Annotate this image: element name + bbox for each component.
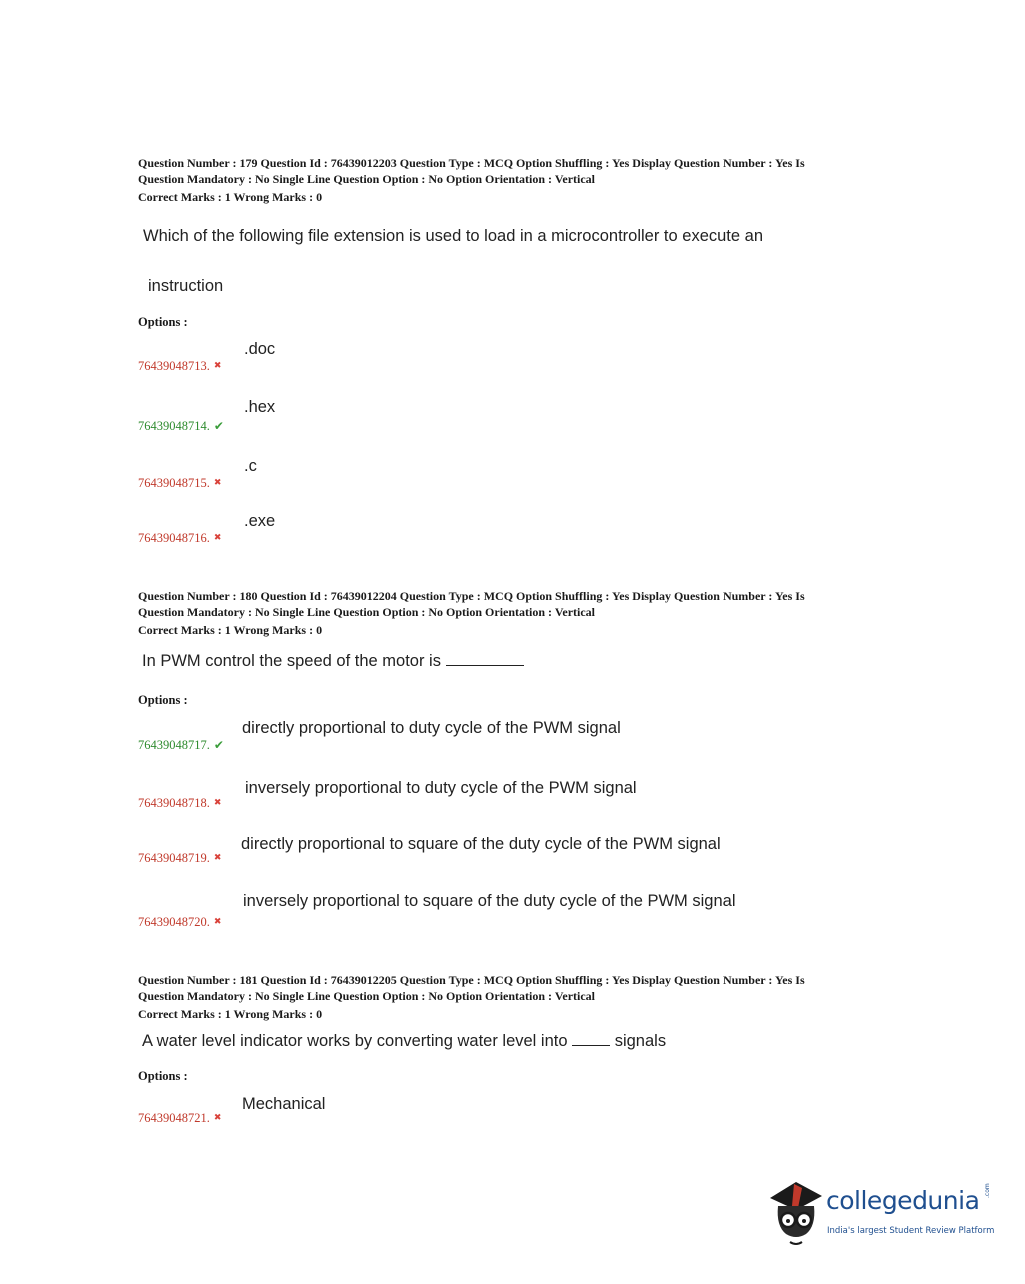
options-label: Options : [138, 1069, 188, 1083]
option-text: Mechanical [242, 1095, 326, 1113]
question-text-part: A water level indicator works by converting water level into [142, 1032, 568, 1050]
option-text: .exe [244, 512, 276, 530]
option-text: .hex [244, 398, 276, 416]
cross-icon: ✖ [213, 1113, 222, 1123]
option-id-label: 76439048715. [138, 476, 210, 490]
option-id-label: 76439048713. [138, 359, 210, 373]
option-id [138, 1111, 221, 1126]
option-text: inversely proportional to duty cycle of the PWM signal [245, 779, 637, 797]
question-181-meta [138, 972, 898, 1022]
option-id-label: 76439048717. [138, 738, 210, 752]
question-179-text: Which of the following file extension is used to load in a microcontroller to execute an [143, 227, 763, 245]
answer-blank [446, 651, 524, 666]
meta-line: Question Mandatory : No Single Line Question Option : No Option Orientation : Vertical [138, 605, 596, 619]
question-text-part: In PWM control the speed of the motor is [142, 652, 441, 670]
cross-icon: ✖ [213, 798, 222, 808]
answer-blank [572, 1031, 610, 1046]
cross-icon: ✖ [213, 478, 222, 488]
meta-line: Question Number : 180 Question Id : 76439012204 Question Type : MCQ Option Shuffling : Yes Display Question Number : Yes Is [138, 589, 805, 603]
option-text: directly proportional to duty cycle of the PWM signal [242, 719, 621, 737]
cross-icon: ✖ [213, 917, 222, 927]
option-id [138, 359, 221, 374]
option-id-label: 76439048721. [138, 1111, 210, 1125]
option-id-label: 76439048720. [138, 915, 210, 929]
meta-line: Question Number : 179 Question Id : 76439012203 Question Type : MCQ Option Shuffling : Yes Display Question Number : Yes Is [138, 156, 805, 170]
option-text: .doc [244, 340, 276, 358]
option-id [138, 531, 221, 546]
meta-marks: Correct Marks : 1 Wrong Marks : 0 [138, 190, 323, 204]
option-id [138, 738, 224, 753]
option-id [138, 796, 221, 811]
option-id [138, 915, 221, 930]
brand-name: collegedunia [826, 1186, 980, 1215]
option-id [138, 476, 221, 491]
question-text-part: signals [614, 1032, 667, 1050]
option-id [138, 419, 224, 434]
option-text: directly proportional to square of the duty cycle of the PWM signal [241, 835, 721, 853]
check-icon: ✔ [213, 738, 224, 752]
check-icon: ✔ [213, 419, 224, 433]
option-id-label: 76439048719. [138, 851, 210, 865]
mascot-icon [766, 1176, 826, 1248]
option-id-label: 76439048718. [138, 796, 210, 810]
meta-marks: Correct Marks : 1 Wrong Marks : 0 [138, 623, 323, 637]
brand-dotcom: .com [984, 1183, 991, 1198]
meta-marks: Correct Marks : 1 Wrong Marks : 0 [138, 1007, 323, 1021]
option-text: .c [244, 457, 257, 475]
collegedunia-logo [766, 1176, 996, 1248]
meta-line: Question Mandatory : No Single Line Question Option : No Option Orientation : Vertical [138, 172, 596, 186]
meta-line: Question Mandatory : No Single Line Question Option : No Option Orientation : Vertical [138, 989, 596, 1003]
option-id-label: 76439048714. [138, 419, 210, 433]
question-180-meta [138, 588, 898, 638]
option-id [138, 851, 221, 866]
cross-icon: ✖ [213, 853, 222, 863]
cross-icon: ✖ [213, 533, 222, 543]
options-label: Options : [138, 693, 188, 707]
question-181-text [142, 1031, 666, 1051]
question-179-text-cont: instruction [148, 277, 224, 295]
meta-line: Question Number : 181 Question Id : 76439012205 Question Type : MCQ Option Shuffling : Yes Display Question Number : Yes Is [138, 973, 805, 987]
option-id-label: 76439048716. [138, 531, 210, 545]
question-180-text [142, 651, 524, 671]
brand-tagline: India's largest Student Review Platform [827, 1226, 995, 1236]
options-label: Options : [138, 315, 188, 329]
option-text: inversely proportional to square of the duty cycle of the PWM signal [243, 892, 736, 910]
cross-icon: ✖ [213, 361, 222, 371]
question-179-meta [138, 155, 898, 205]
